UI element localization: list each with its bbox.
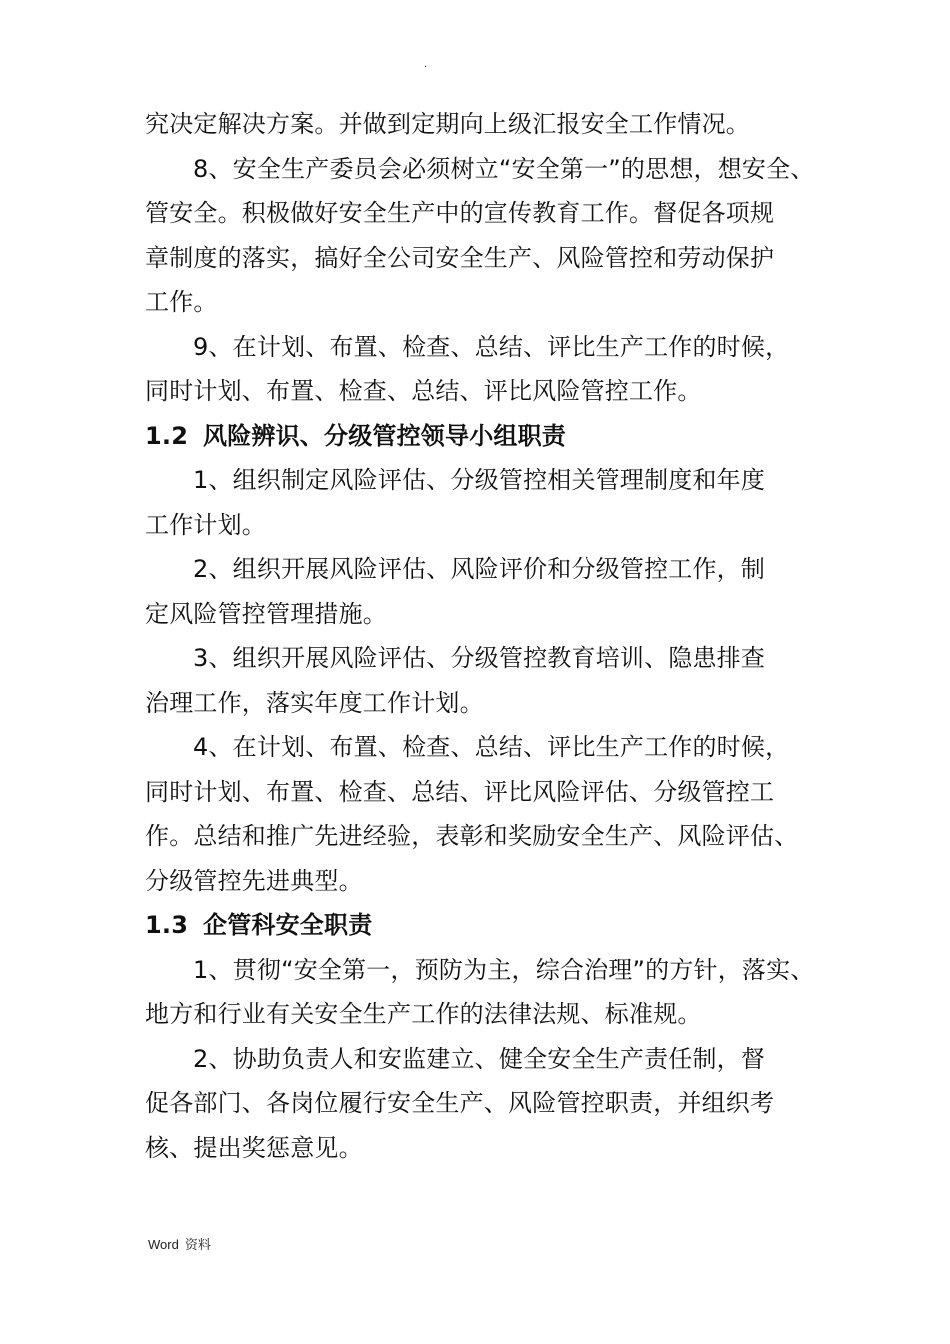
section-heading-1-3 — [145, 903, 810, 948]
paragraph-line: 促各部门、各岗位履行安全生产、风险管控职责，并组织考 — [145, 1089, 775, 1117]
paragraph-line: 核、提出奖惩意见。 — [145, 1133, 363, 1162]
paragraph-line: 3、组织开展风险评估、分级管控教育培训、隐患排查 — [193, 644, 766, 672]
footer-label: 资料 — [184, 1237, 211, 1252]
section-number: 1.3 — [145, 911, 189, 939]
paragraph-line: 1、贯彻“安全第一，预防为主，综合治理”的方针，落实、 — [193, 955, 815, 984]
header-mark: . — [424, 59, 428, 70]
paragraph-line: 治理工作，落实年度工作计划。 — [145, 688, 484, 717]
paragraph-line: 究决定解决方案。并做到定期向上级汇报安全工作情况。 — [145, 110, 750, 138]
document-body — [145, 102, 815, 1170]
paragraph-line: 定风险管控管理措施。 — [145, 599, 387, 628]
paragraph-line: 1、组织制定风险评估、分级管控相关管理制度和年度 — [193, 466, 766, 494]
footer-word: Word — [148, 1237, 179, 1252]
paragraph-line: 2、组织开展风险评估、风险评价和分级管控工作，制 — [193, 555, 766, 583]
paragraph-line: 章制度的落实，搞好全公司安全生产、风险管控和劳动保护 — [145, 243, 775, 272]
paragraph-line: 8、安全生产委员会必须树立“安全第一”的思想，想安全、 — [193, 154, 815, 183]
paragraph-line: 管安全。积极做好安全生产中的宣传教育工作。督促各项规 — [145, 199, 775, 227]
paragraph-line: 9、在计划、布置、检查、总结、评比生产工作的时候， — [193, 332, 790, 361]
section-heading-1-2 — [145, 414, 810, 459]
section-title: 风险辨识、分级管控领导小组职责 — [203, 421, 566, 450]
paragraph-line: 作。总结和推广先进经验，表彰和奖励安全生产、风险评估、 — [145, 822, 799, 850]
section-title: 企管科安全职责 — [203, 911, 373, 939]
paragraph-line: 4、在计划、布置、检查、总结、评比生产工作的时候， — [193, 733, 790, 761]
paragraph-line: 2、协助负责人和安监建立、健全安全生产责任制，督 — [193, 1044, 766, 1073]
paragraph-line: 工作计划。 — [145, 510, 266, 539]
paragraph-line: 同时计划、布置、检查、总结、评比风险管控工作。 — [145, 377, 702, 405]
paragraph-line: 地方和行业有关安全生产工作的法律法规、标准规。 — [145, 1000, 702, 1028]
page-footer — [148, 1234, 211, 1253]
paragraph-line: 同时计划、布置、检查、总结、评比风险评估、分级管控工 — [145, 777, 775, 806]
paragraph-line: 工作。 — [145, 288, 218, 316]
paragraph-line: 分级管控先进典型。 — [145, 866, 363, 895]
section-number: 1.2 — [145, 421, 189, 450]
